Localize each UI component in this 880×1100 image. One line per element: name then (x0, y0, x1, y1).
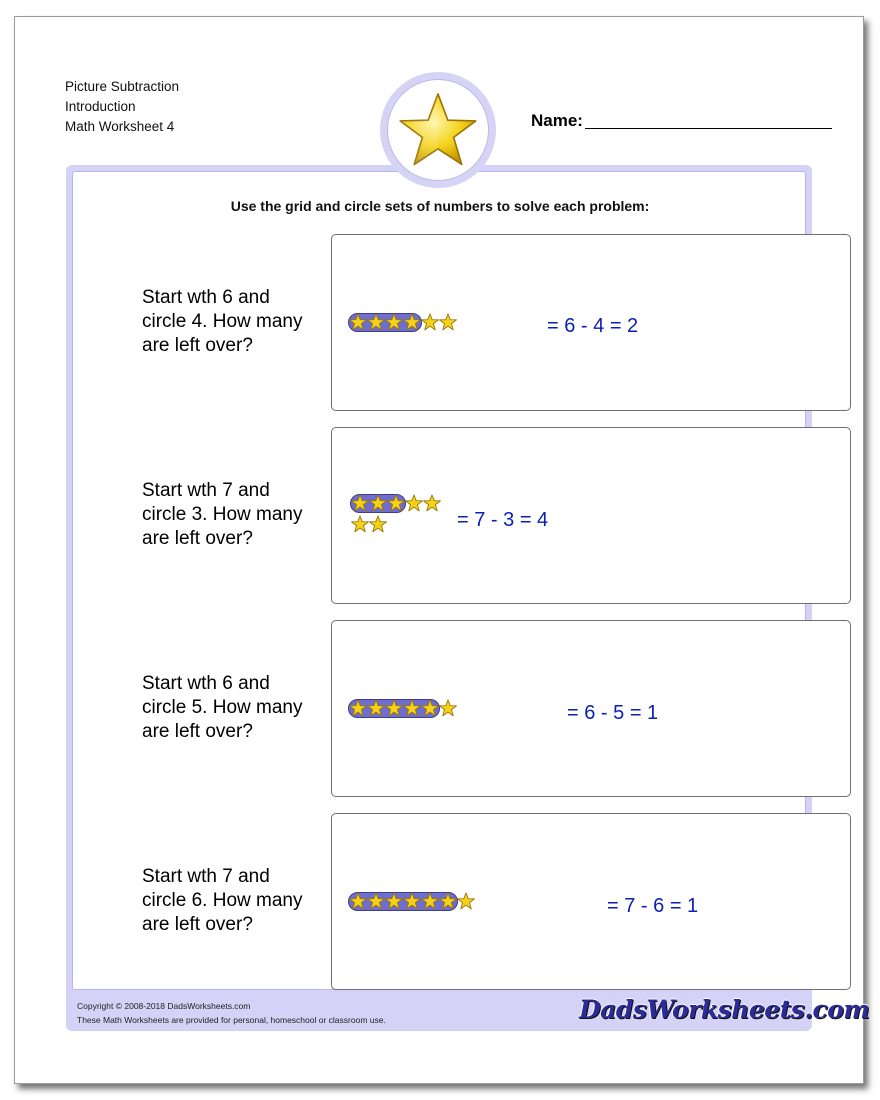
star-icon (439, 699, 457, 717)
problem-4-text (142, 865, 303, 937)
star-icon (349, 892, 367, 910)
star-icon (367, 313, 385, 331)
problem-3-answer-box[interactable] (331, 620, 851, 797)
problem-2-text (142, 479, 303, 551)
star-icon (367, 699, 385, 717)
star-icon (367, 892, 385, 910)
star-icon (439, 313, 457, 331)
equation: = 7 - 3 = 4 (457, 509, 549, 531)
star-badge (380, 72, 496, 188)
star-icon (403, 699, 421, 717)
title-line-2: Introduction (65, 99, 136, 114)
star-icon (403, 892, 421, 910)
problem-line: Start wth 6 and (142, 287, 270, 308)
star-icon (423, 494, 441, 512)
worksheet-frame (66, 165, 870, 1031)
problem-line: are left over? (142, 528, 253, 549)
problem-line: Start wth 7 and (142, 480, 270, 501)
star-icon (369, 494, 387, 512)
star-icon (351, 515, 369, 533)
equation: = 7 - 6 = 1 (607, 895, 699, 917)
problem-2-answer-box[interactable] (331, 427, 851, 604)
equation: = 6 - 4 = 2 (547, 315, 639, 337)
problem-line: circle 5. How many (142, 697, 303, 718)
name-field-line[interactable] (585, 128, 832, 129)
star-icon (397, 89, 479, 171)
usage-note: These Math Worksheets are provided for personal, homeschool or classroom use. (77, 1015, 386, 1025)
footer-notes (77, 999, 386, 1027)
problem-line: Start wth 7 and (142, 866, 270, 887)
problem-line: Start wth 6 and (142, 673, 270, 694)
star-icon (385, 699, 403, 717)
problem-line: are left over? (142, 721, 253, 742)
star-icon (457, 892, 475, 910)
problems-area (72, 171, 806, 990)
star-icon (421, 699, 439, 717)
star-icon (385, 892, 403, 910)
star-icon (439, 892, 457, 910)
star-icon (405, 494, 423, 512)
copyright-text: Copyright © 2008-2018 DadsWorksheets.com (77, 1001, 251, 1011)
problem-1-answer-box[interactable] (331, 234, 851, 411)
star-icon (349, 313, 367, 331)
worksheet-page (14, 16, 870, 1084)
problem-line: circle 4. How many (142, 311, 303, 332)
problem-3-text (142, 672, 303, 744)
problem-4-answer-box[interactable] (331, 813, 851, 990)
title-line-3: Math Worksheet 4 (65, 119, 175, 134)
equation: = 6 - 5 = 1 (567, 702, 659, 724)
title-line-1: Picture Subtraction (65, 79, 180, 94)
dadsworksheets-logo: DadsWorksheets.com (579, 995, 870, 1024)
star-icon (421, 892, 439, 910)
star-icon (369, 515, 387, 533)
problem-line: are left over? (142, 335, 253, 356)
worksheet-title (65, 77, 179, 137)
instructions: Use the grid and circle sets of numbers to solve each problem: (230, 198, 650, 214)
problem-line: circle 6. How many (142, 890, 303, 911)
star-icon (387, 494, 405, 512)
problem-line: circle 3. How many (142, 504, 303, 525)
problem-1-text (142, 286, 303, 358)
star-icon (385, 313, 403, 331)
star-icon (403, 313, 421, 331)
star-icon (349, 699, 367, 717)
problem-line: are left over? (142, 914, 253, 935)
star-icon (421, 313, 439, 331)
star-icon (351, 494, 369, 512)
name-label: Name: (531, 111, 583, 130)
